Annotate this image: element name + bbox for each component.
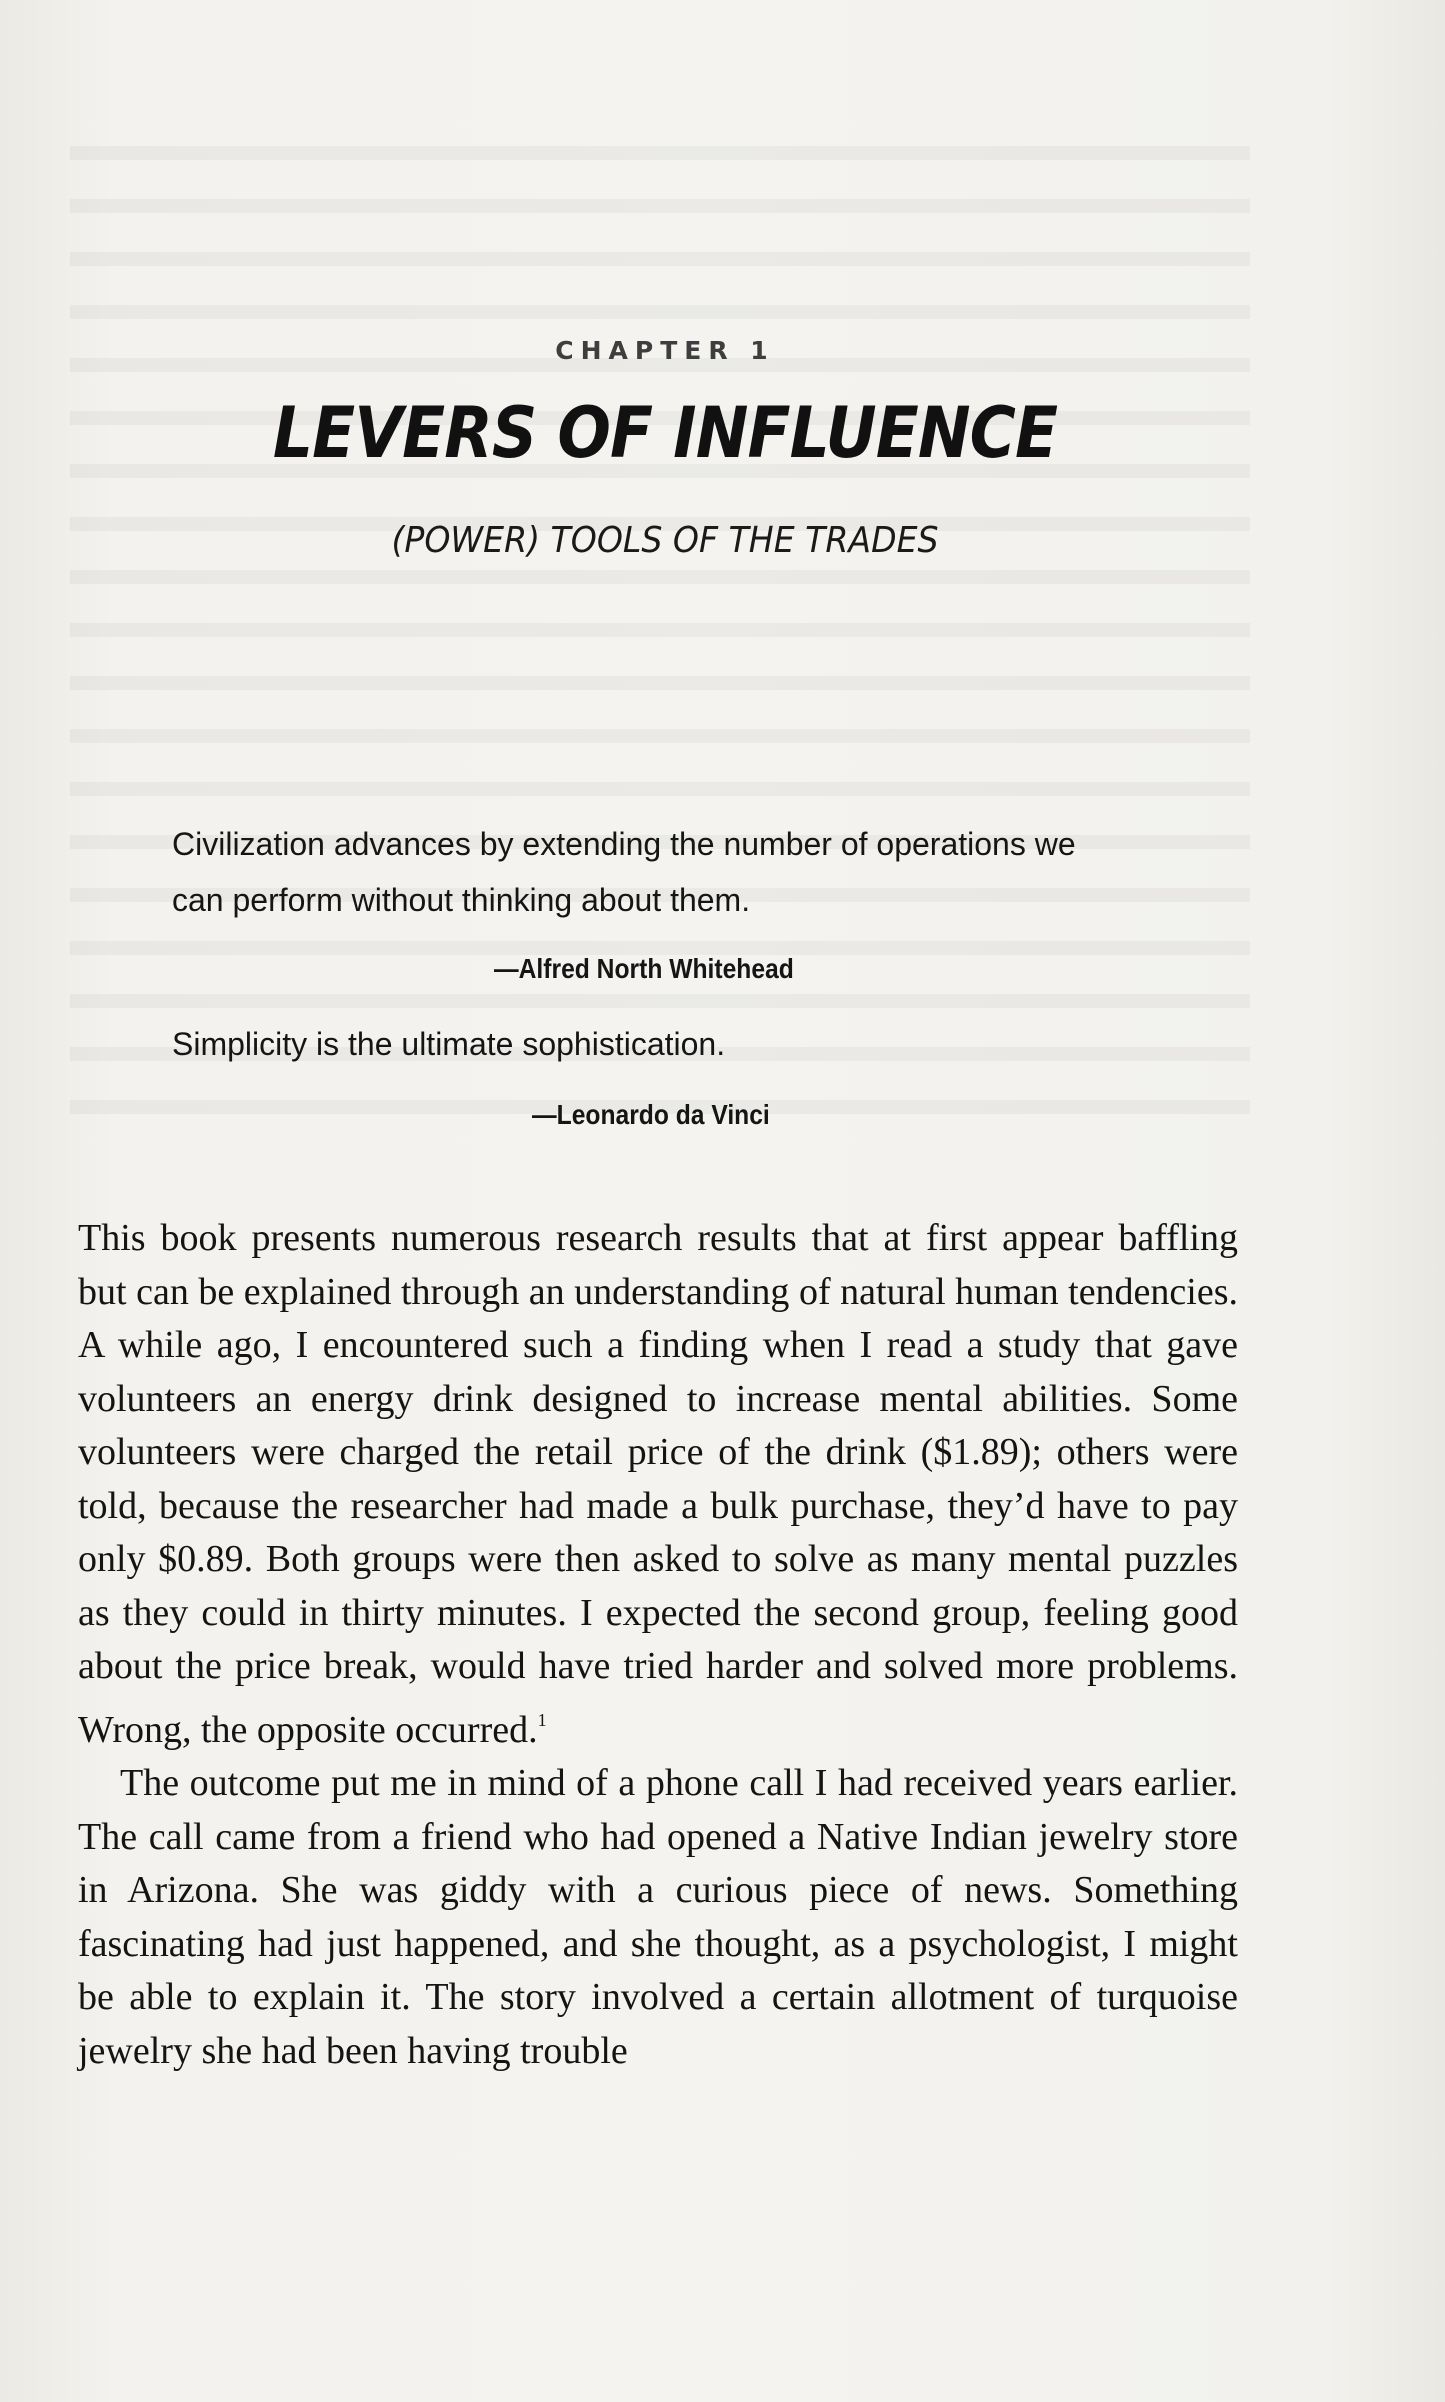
chapter-label: CHAPTER 1 [555,336,775,365]
chapter-subtitle: (POWER) TOOLS OF THE TRADES [391,520,939,561]
paragraph-2: The outcome put me in mind of a phone call I had received years earlier. The call came from a friend who had opened a Native Indian jewelry store in Arizona. She was giddy with a curious piece of news. Something fascinating had just happened, and she thought, as a psychologist, I might be able to explain it. The story involved a certain allotment of turquoise jewelry she had been having trouble [78,1762,1238,2072]
body-text [78,1212,1238,2078]
epigraph-quote-2: Simplicity is the ultimate sophistication. [172,1026,726,1062]
epigraph-attribution-1: —Alfred North Whitehead [494,953,794,984]
epigraph-quote-1: Civilization advances by extending the number of operations we can perform without thinking about them. [172,826,1076,918]
paragraph-1-text: This book presents numerous research results that at first appear baffling but can be explained through an understanding of natural human tendencies. A while ago, I encountered such a finding when I read a study that gave volunteers an energy drink designed to increase mental abilities. Some volunteers were charged the retail price of the drink ($1.89); others were told, because the researcher had made a bulk purchase, they’d have to pay only $0.89. Both groups were then asked to solve as many mental puzzles as they could in thirty minutes. I expected the second group, feeling good about the price break, would have tried harder and solved more problems. Wrong, the opposite occurred. [78,1217,1238,1751]
chapter-title: LEVERS OF INFLUENCE [272,392,1058,474]
paragraph-1 [78,1212,1238,1757]
epigraph-attribution-2: —Leonardo da Vinci [532,1099,770,1130]
footnote-marker: 1 [537,1709,547,1730]
